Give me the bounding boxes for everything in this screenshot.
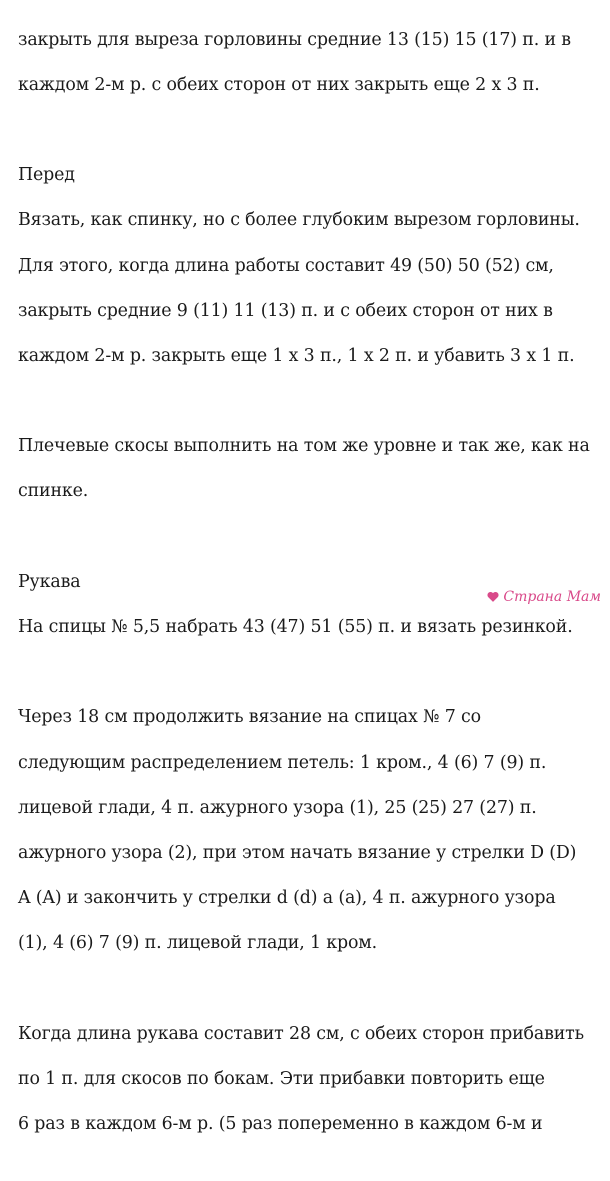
paragraph-back-neckline [18, 6, 603, 119]
paragraph-increases [18, 1000, 603, 1158]
text-line: На спицы № 5,5 набрать 43 (47) 51 (55) п. и вязать резинкой. [18, 617, 573, 638]
section-front [18, 142, 603, 391]
site-watermark [483, 588, 604, 606]
section-heading-front: Перед [18, 165, 75, 186]
text-line: ажурного узора (2), при этом начать вязание у стрелки D (D) [18, 842, 577, 863]
watermark-text: Страна Мам [503, 589, 601, 605]
text-line: закрыть для выреза горловины средние 13 (15) 15 (17) п. и в [18, 29, 571, 50]
text-line: Через 18 см продолжить вязание на спицах № 7 со [18, 707, 481, 728]
text-line: лицевой глади, 4 п. ажурного узора (1), 25 (25) 27 (27) п. [18, 797, 537, 818]
text-line: Когда длина рукава составит 28 см, с обеих сторон прибавить [18, 1023, 584, 1044]
text-line: каждом 2-м р. с обеих сторон от них закрыть еще 2 х 3 п. [18, 74, 540, 95]
text-line: спинке. [18, 481, 89, 502]
paragraph-shoulders [18, 413, 603, 526]
text-line: (1), 4 (6) 7 (9) п. лицевой глади, 1 кром. [18, 933, 378, 954]
text-line: закрыть средние 9 (11) 11 (13) п. и с обеих сторон от них в [18, 300, 553, 321]
text-line: по 1 п. для скосов по бокам. Эти прибавки повторить еще [18, 1068, 545, 1089]
text-line: каждом 2-м р. закрыть еще 1 х 3 п., 1 х 2 п. и убавить 3 х 1 п. [18, 345, 575, 366]
text-line: Плечевые скосы выполнить на том же уровне и так же, как на [18, 436, 590, 457]
paragraph-stitch-distribution [18, 684, 603, 978]
heart-icon [486, 590, 500, 604]
text-line: Вязать, как спинку, но с более глубоким вырезом горловины. [18, 210, 580, 231]
text-line: A (A) и закончить у стрелки d (d) a (a), 4 п. ажурного узора [18, 888, 556, 909]
text-line: Для этого, когда длина работы составит 49 (50) 50 (52) см, [18, 255, 554, 276]
section-heading-sleeves: Рукава [18, 571, 81, 592]
text-line: 6 раз в каждом 6-м р. (5 раз попеременно в каждом 6-м и [18, 1114, 543, 1135]
text-line: следующим распределением петель: 1 кром., 4 (6) 7 (9) п. [18, 752, 547, 773]
